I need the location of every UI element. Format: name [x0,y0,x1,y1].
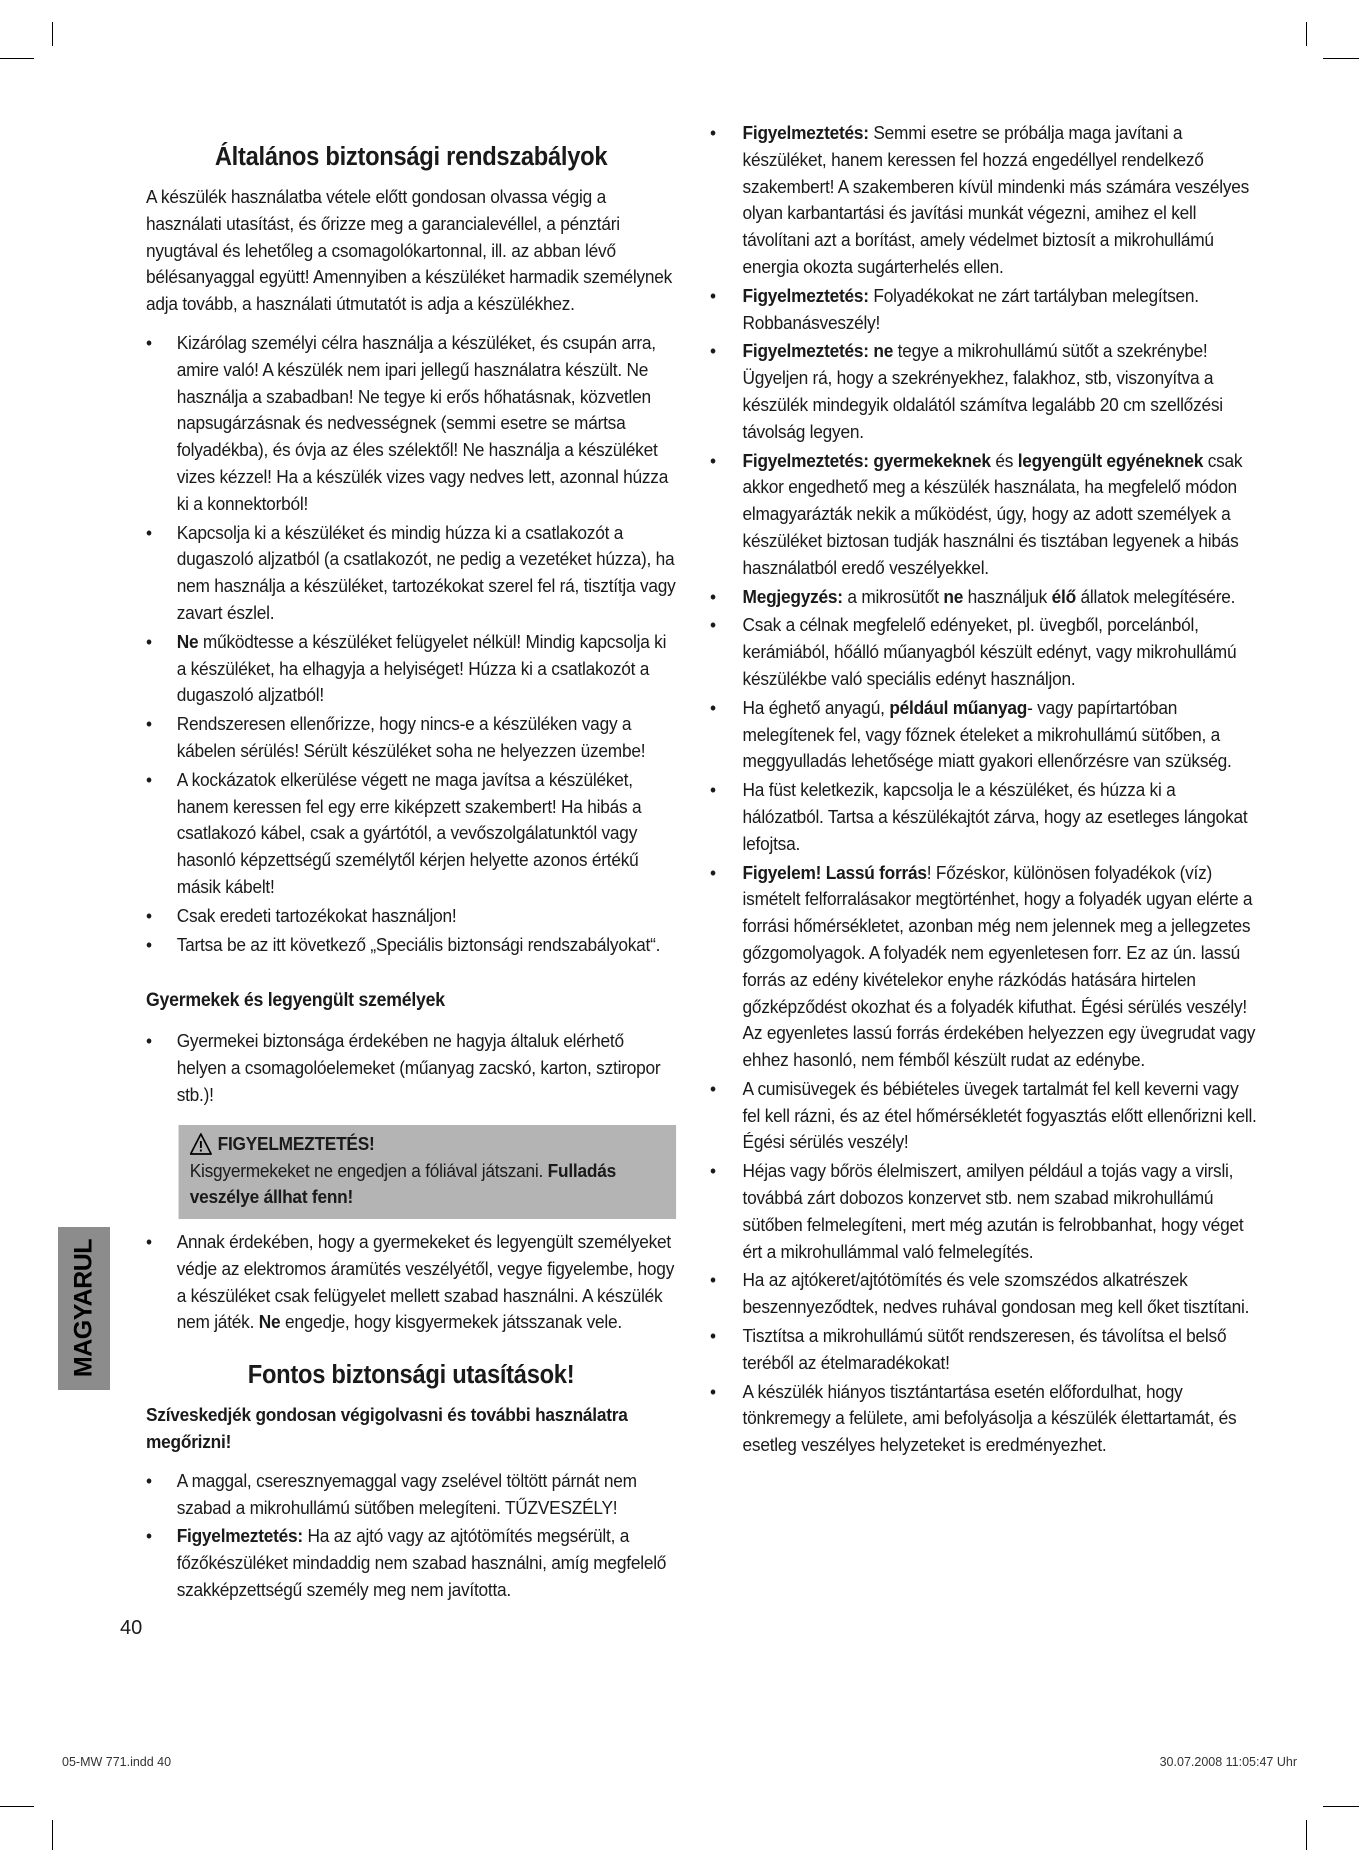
list-item [146,903,676,930]
warning-text: Kisgyermekeket ne engedjen a fóliával játszani. Fulladás veszélye állhat fenn! [189,1159,616,1208]
bullet-icon: • [710,284,716,306]
list-item [710,1379,1257,1459]
list-item [710,1323,1257,1377]
children-rules-list [146,1028,676,1108]
right-column [710,120,1255,1461]
text: működtesse a készüléket felügyelet nélkül! Mindig kapcsolja ki a készüléket, ha elhagyja a helyiséget! Húzza ki a csatlakozót a dugaszoló aljzatból! [176,630,667,706]
bullet-icon: • [710,122,716,143]
text: A készülék hiányos tisztántartása esetén előfordulhat, hogy tönkremegy a felülete, ami befolyásolja a készülék élettartamát, és esetleg veszélyes helyzeteket is eredményezhet. [742,1380,1237,1456]
bullet-icon: • [146,630,152,652]
language-side-tab [58,1227,110,1390]
bullet-icon: • [710,696,716,718]
warning-title: FIGYELMEZTETÉS! [217,1132,375,1154]
bullet-icon: • [146,904,152,926]
bold-text: Figyelem! Lassú forrás [742,861,927,883]
bold-text: Figyelmeztetés: ne [742,340,894,362]
text: csak akkor engedhető meg a készülék használata, ha megfelelő módon elmagyarázták nekik a működést, úgy, hogy az adott személyek a készüléket biztosan tudják használni és tisztában legyenek a hibás használatból eredő veszélyekkel. [742,449,1243,578]
crop-mark [52,22,53,46]
bullet-icon: • [710,1325,716,1347]
bullet-icon: • [710,1160,716,1182]
crop-mark [0,58,34,59]
page-number: 40 [120,1617,143,1639]
text: Folyadékokat ne zárt tartályban melegítsen. Robbanásveszély! [742,284,1199,333]
bullet-icon: • [710,614,716,636]
list-item [710,338,1257,445]
text: Ha az ajtó vagy az ajtótömítés megsérült, a főzőkészüléket mindaddig nem szabad használni, amíg megfelelő szakképzettségű személy meg nem javította. [176,1525,667,1601]
microwave-safety-list [710,120,1257,1459]
bold-text: Ne [176,630,199,652]
text: Semmi esetre se próbálja maga javítani a készüléket, hanem keressen fel hozzá engedéllyel rendelkező szakembert! A szakemberen kívül mindenki más számára veszélyes olyan karbantartási és javítási munkát végezni, amihez el kell távolítani azt a borítást, amely védelmet biztosít a mikrohullámú energia okozta sugárterhelés ellen. [742,122,1250,277]
list-item [710,1267,1257,1321]
text: Tartsa be az itt következő „Speciális biztonsági rendszabályokat“. [176,933,661,955]
list-item [146,1028,676,1108]
bullet-icon: • [146,1231,152,1253]
text: Annak érdekében, hogy a gyermekeket és legyengült személyeket védje az elektromos áramütés veszélyétől, vegye figyelembe, hogy a készüléket csak felügyelet mellett szabad használni. A készülék nem játék. [176,1231,675,1333]
list-item [146,1468,676,1522]
list-item [710,584,1257,611]
list-item [146,629,676,709]
text: Rendszeresen ellenőrizze, hogy nincs-e a készüléken vagy a kábelen sérülés! Sérült készüléket soha ne helyezzen üzembe! [176,713,646,761]
bold-text: legyengült egyéneknek [1017,449,1204,471]
text: Ha az ajtókeret/ajtótömítés és vele szomszédos alkatrészek beszennyeződtek, nedves ruhával gondosan meg kell őket tisztítani. [742,1269,1250,1318]
bullet-icon: • [146,1030,152,1052]
text: A kockázatok elkerülése végett ne maga javítsa a készüléket, hanem keressen fel egy erre kiképzett szakembert! Ha hibás a csatlakozó kábel, csak a gyártótól, a vevőszolgálatunktól vagy hasonló képzettségű személytől kérjen helyette azonos értékű másik kábelt! [176,768,642,897]
text: Ha füst keletkezik, kapcsolja le a készüléket, és húzza ki a hálózatból. Tartsa a készülékajtót zárva, hogy az esetleges lángokat lefojtsa. [742,779,1248,854]
crop-mark [1306,22,1307,46]
bullet-icon: • [146,768,152,790]
text: - vagy papírtartóban melegítenek fel, vagy főznek ételeket a mikrohullámú sütőben, a meggyulladás lehetősége miatt gyakori ellenőrzésre van szükség. [742,696,1232,772]
crop-mark [1323,1806,1359,1807]
text: és [990,449,1018,471]
text: állatok melegítésére. [1075,585,1236,607]
text: tegye a mikrohullámú sütőt a szekrénybe! Ügyeljen rá, hogy a szekrényekhez, falakhoz, stb, viszonyítva a készülék mindegyik oldalától számítva legalább 20 cm szellőzési távolság legyen. [742,340,1223,442]
left-column [146,140,674,1606]
crop-mark [0,1806,34,1807]
list-item [710,283,1257,337]
warning-box [179,1125,677,1219]
general-rules-list [146,330,676,958]
bullet-icon: • [146,713,152,735]
text: engedje, hogy kisgyermekek játsszanak vele. [280,1311,622,1333]
list-item [710,1158,1257,1265]
text: a mikrosütőt [842,585,944,607]
bold-text: élő [1051,585,1076,607]
list-item [710,448,1257,582]
text: használjuk [963,585,1052,607]
bullet-icon: • [146,933,152,955]
bold-text: Figyelmeztetés: gyermekeknek [742,449,991,471]
bullet-icon: • [146,1469,152,1491]
bullet-icon: • [710,1077,716,1099]
text: A cumisüvegek és bébiételes üvegek tartalmát fel kell keverni vagy fel kell rázni, és az étel hőmérsékletét fogyasztás előtt ellenőrizni kell. Égési sérülés veszély! [742,1077,1257,1153]
list-item [710,695,1257,775]
text: Kizárólag személyi célra használja a készüléket, és csupán arra, amire való! A készülék nem ipari jellegű használatra készült. Ne használja a szabadban! Ne tegye ki erős hőhatásnak, közvetlen napsugárzásnak és nedvességnek (semmi esetre se mártsa folyadékba), és óvja az éles szélektől! Ne használja a készüléket vizes kézzel! Ha a készülék vizes vagy nedves lett, azonnal húzza ki a konnektorból! [176,331,669,514]
text: Ha éghető anyagú, [742,696,890,718]
list-item [146,767,676,901]
warning-text-bold: Fulladás veszélye állhat fenn! [189,1159,616,1208]
important-lead: Szíveskedjék gondosan végigolvasni és további használatra megőrizni! [146,1404,628,1453]
bold-text: ne [943,585,964,607]
list-item [710,1076,1257,1156]
text: Csak eredeti tartozékokat használjon! [176,904,457,926]
print-slug-file: 05-MW 771.indd 40 [62,1755,172,1769]
bold-text: Figyelmeztetés: [742,122,869,143]
bullet-icon: • [710,1269,716,1291]
bold-text: Figyelmeztetés: [176,1525,303,1547]
list-item [146,330,676,518]
crop-mark [1323,58,1359,59]
bold-text: Megjegyzés: [742,585,843,607]
bullet-icon: • [710,449,716,471]
list-item [710,612,1257,692]
list-item [146,932,676,959]
list-item [710,860,1257,1074]
bold-text: például műanyag [889,696,1028,718]
section-title-important: Fontos biztonsági utasítások! [247,1361,575,1390]
text: Gyermekei biztonsága érdekében ne hagyja általuk elérhető helyen a csomagolóelemeket (műanyag zacskó, karton, sztiropor stb.)! [176,1030,661,1105]
list-item [146,1523,676,1603]
children-section-title: Gyermekek és legyengült személyek [146,990,445,1012]
bullet-icon: • [146,331,152,353]
bullet-icon: • [146,1525,152,1547]
text: Héjas vagy bőrös élelmiszert, amilyen például a tojás vagy a virsli, továbbá zárt dobozos konzervet stb. nem szabad mikrohullámú sütőben felmelegíteni, mert még azután is felrobbanhat, hogy véget ért a mikrohullámmal való felmelegítés. [742,1160,1244,1262]
text: Kapcsolja ki a készüléket és mindig húzza ki a csatlakozót a dugaszoló aljzatból (a csatlakozót, ne pedig a vezetéket húzza), ha nem használja a készüléket, tartozékokat szerel fel rá, tisztítja vagy zavart észlel. [176,521,676,623]
section-title-general: Általános biztonsági rendszabályok [214,143,608,171]
text: A maggal, cseresznyemaggal vagy zselével töltött párnát nem szabad a mikrohullámú sütőben melegíteni. TŰZVESZÉLY! [176,1469,637,1518]
bold-text: Figyelmeztetés: [742,284,869,306]
text: ! Főzéskor, különösen folyadékok (víz) ismételt felforralásakor megtörténhet, hogy a folyadék ugyan elérte a forrási hőmérsékletet, azonban még nem jelennek meg a jellegzetes gőzgomolyagok. A folyadék nem egyenletesen forr. Ez az ún. lassú forrás az edény kivételekor enyhe rázkódás hatására hirtelen gőzképződést okozhat és a folyadék kifuthat. Égési sérülés veszély! Az egyenletes lassú forrás érdekében helyezzen egy üvegrudat vagy ehhez hasonló, nem fémből készült rudat az edénybe. [742,861,1256,1071]
list-item [710,777,1257,857]
bold-text: Ne [258,1311,281,1333]
bullet-icon: • [710,1380,716,1402]
important-instructions-list [146,1468,676,1604]
crop-mark [52,1820,53,1850]
print-slug-date: 30.07.2008 11:05:47 Uhr [1159,1755,1297,1769]
text: Tisztítsa a mikrohullámú sütőt rendszeresen, és távolítsa el belső teréből az ételmaradékokat! [742,1325,1227,1373]
list-item [146,520,676,627]
children-rules-list-continued [146,1229,676,1336]
text: Csak a célnak megfelelő edényeket, pl. üvegből, porcelánból, kerámiából, hőálló műanyagból készült edényt, vagy mikrohullámú készülékbe való speciális edényt használjon. [742,614,1237,689]
bullet-icon: • [710,340,716,362]
crop-mark [1306,1820,1307,1850]
list-item [146,1229,676,1336]
bullet-icon: • [710,585,716,607]
bullet-icon: • [710,861,716,883]
list-item [710,120,1257,281]
bullet-icon: • [146,521,152,543]
warning-triangle-icon [190,1133,212,1155]
list-item [146,711,676,765]
warning-heading [190,1131,662,1158]
intro-paragraph: A készülék használatba vétele előtt gondosan olvassa végig a használati utasítást, és őrizze meg a garancialevéllel, a pénztári nyugtával és lehetőleg a csomagolókartonnal, ill. az abban lévő bélésanyaggal együtt! Amennyiben a készüléket harmadik személynek adja tovább, a használati útmutatót is adja a készülékhez. [146,186,673,315]
language-label: MAGYARUL [69,1238,98,1378]
bullet-icon: • [710,779,716,801]
